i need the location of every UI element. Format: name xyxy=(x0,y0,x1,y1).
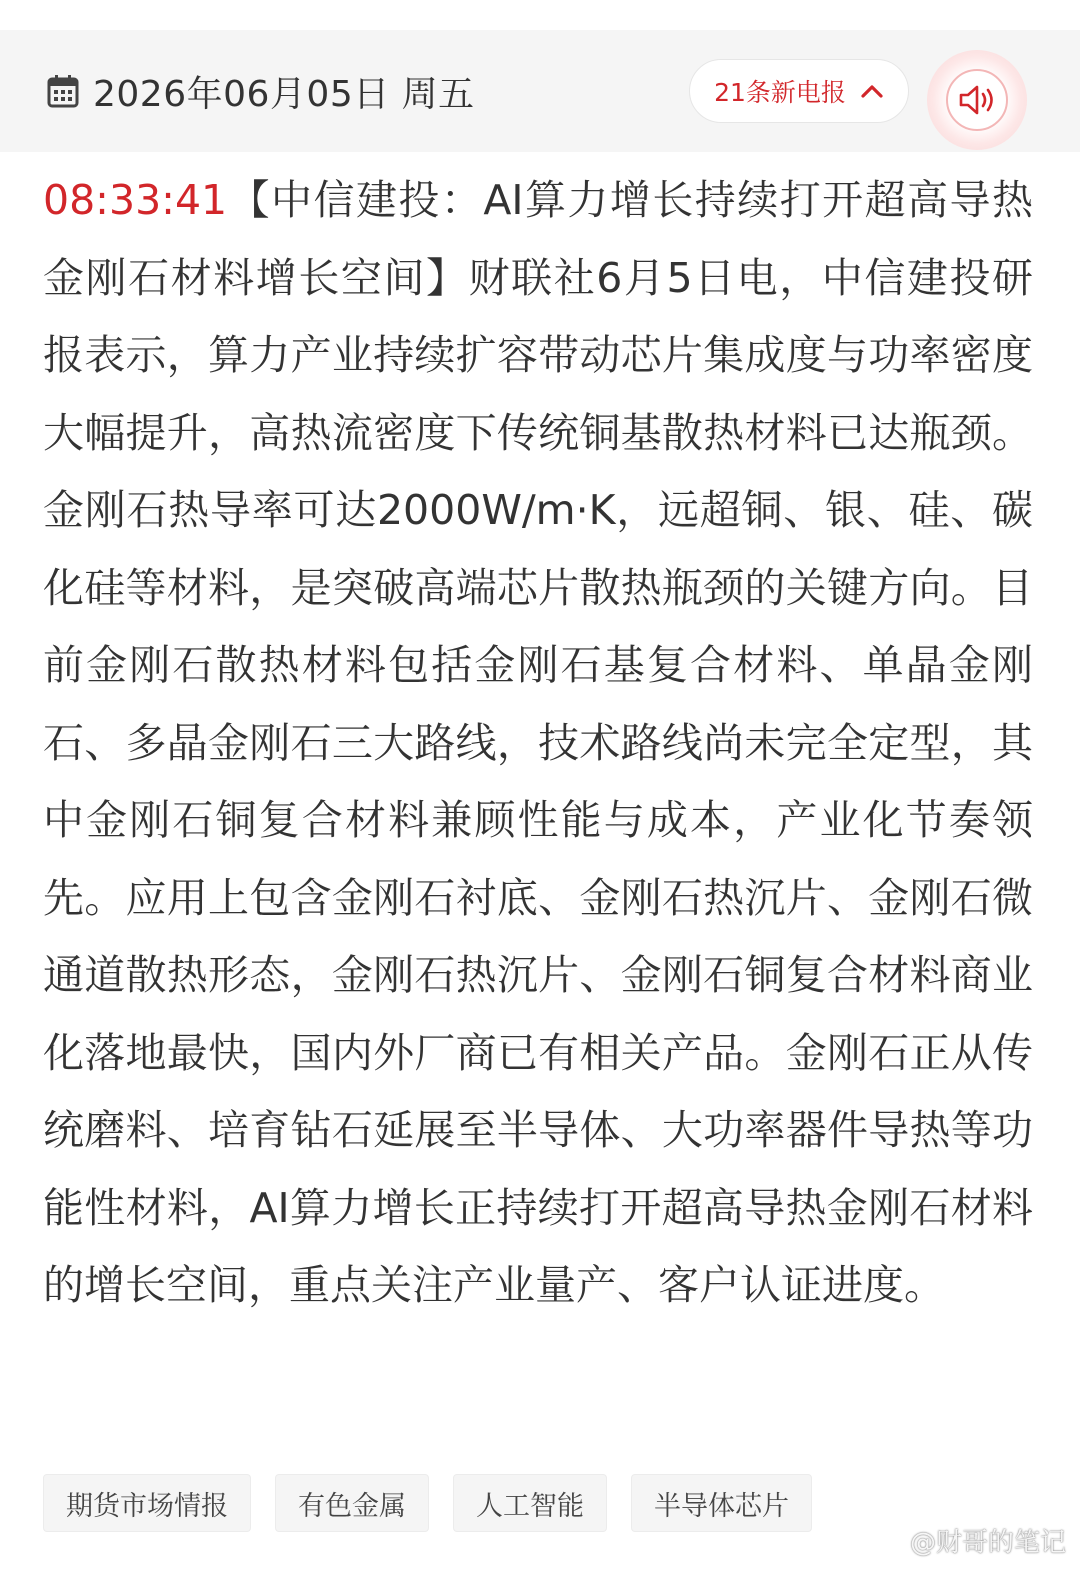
tag-list xyxy=(43,1474,812,1532)
tag-semiconductor[interactable]: 半导体芯片 xyxy=(631,1474,812,1532)
date-row xyxy=(47,68,475,114)
new-telegrams-label: 21条新电报 xyxy=(714,78,846,107)
tag-futures[interactable]: 期货市场情报 xyxy=(43,1474,251,1532)
weibo-icon xyxy=(870,1527,904,1555)
date-header xyxy=(0,30,1080,152)
date-text: 2026年06月05日 周五 xyxy=(93,73,475,115)
calendar-icon xyxy=(47,74,79,108)
telegraph-body: 【中信建投：AI算力增长持续打开超高导热金刚石材料增长空间】财联社6月5日电，中信建投研报表示，算力产业持续扩容带动芯片集成度与功率密度大幅提升，高热流密度下传统铜基散热材料已达瓶颈。金刚石热导率可达2000W/m·K，远超铜、银、硅、碳化硅等材料，是突破高端芯片散热瓶颈的关键方向。目前金刚石散热材料包括金刚石基复合材料、单晶金刚石、多晶金刚石三大路线，技术路线尚未完全定型，其中金刚石铜复合材料兼顾性能与成本，产业化节奏领先。应用上包含金刚石衬底、金刚石热沉片、金刚石微通道散热形态，金刚石热沉片、金刚石铜复合材料商业化落地最快，国内外厂商已有相关产品。金刚石正从传统磨料、培育钻石延展至半导体、大功率器件导热等功能性材料，AI算力增长正持续打开超高导热金刚石材料的增长空间，重点关注产业量产、客户认证进度。 xyxy=(43,176,1033,1309)
audio-toggle-inner xyxy=(946,69,1008,131)
new-telegrams-button[interactable] xyxy=(689,59,909,123)
telegraph-article xyxy=(43,162,1033,1325)
audio-toggle-button[interactable] xyxy=(927,50,1027,150)
tag-nonferrous[interactable]: 有色金属 xyxy=(275,1474,429,1532)
speaker-icon xyxy=(957,83,997,117)
watermark xyxy=(870,1522,1066,1559)
tag-ai[interactable]: 人工智能 xyxy=(453,1474,607,1532)
watermark-text: @财哥的笔记 xyxy=(909,1528,1066,1558)
telegraph-time: 08:33:41 xyxy=(43,176,228,224)
chevron-up-icon xyxy=(860,83,884,99)
